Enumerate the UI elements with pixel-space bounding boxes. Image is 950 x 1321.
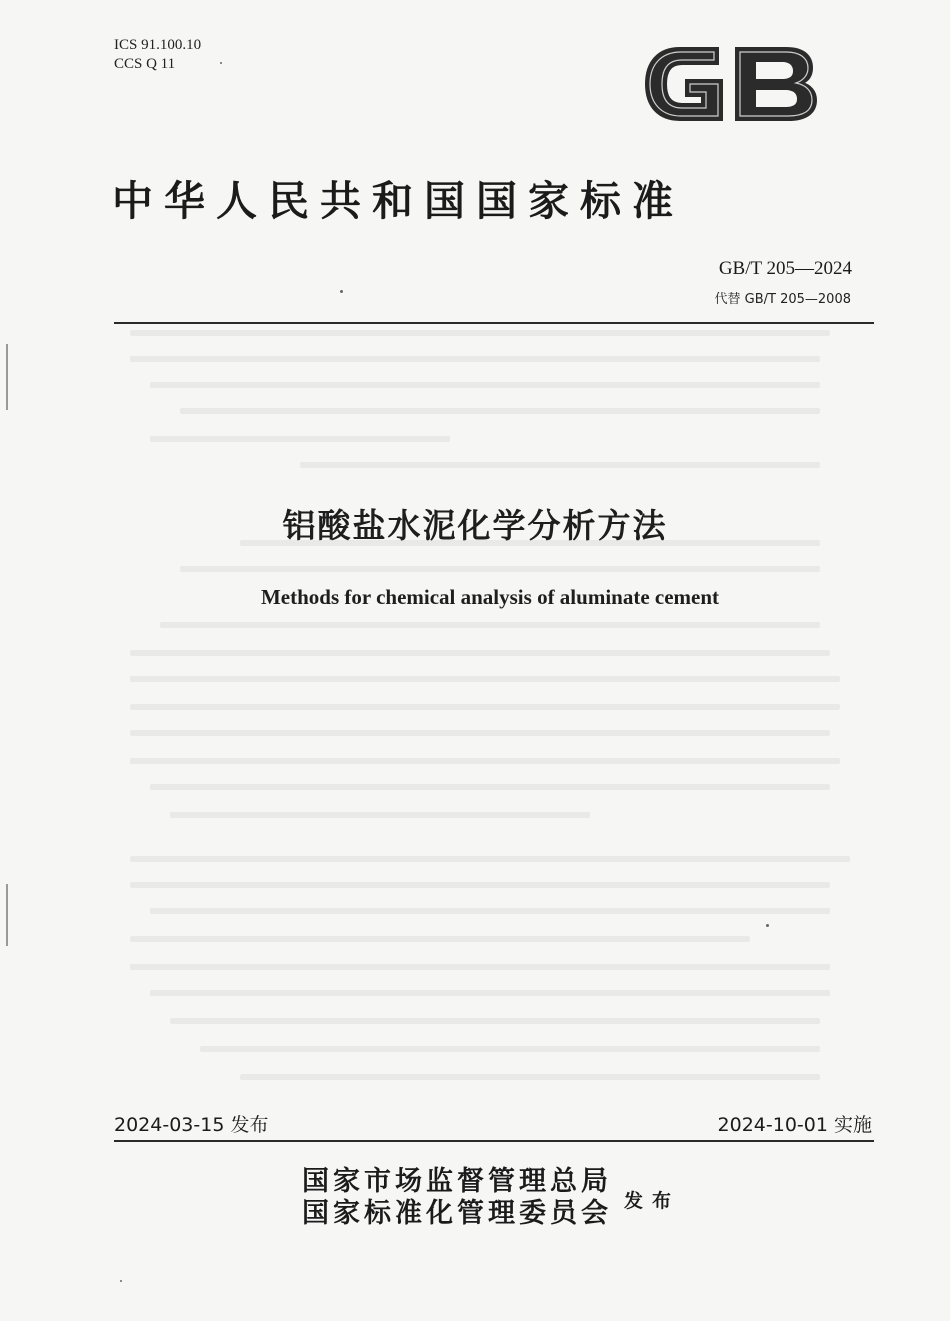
issue-date: 2024-03-15 发布 bbox=[114, 1114, 269, 1136]
national-standard-heading: 中华人民共和国国家标准 bbox=[112, 177, 684, 225]
issuing-authorities bbox=[302, 1166, 612, 1230]
scan-speck bbox=[766, 924, 769, 927]
issuer-sac: 国家标准化管理委员会 bbox=[302, 1198, 612, 1229]
issuer-samr: 国家市场监督管理总局 bbox=[302, 1166, 612, 1197]
ics-code: ICS 91.100.10 bbox=[114, 37, 202, 53]
scan-margin-mark-top bbox=[6, 344, 8, 410]
implementation-date: 2024-10-01 实施 bbox=[717, 1114, 872, 1136]
document-title-chinese: 铝酸盐水泥化学分析方法 bbox=[282, 506, 668, 545]
scan-speck bbox=[220, 62, 222, 64]
ccs-code: CCS Q 11 bbox=[114, 56, 176, 72]
replaced-standard: 代替 GB/T 205—2008 bbox=[714, 292, 851, 307]
gb-logo bbox=[640, 40, 820, 128]
standard-number: GB/T 205—2024 bbox=[718, 258, 852, 279]
header-divider bbox=[114, 322, 874, 324]
document-title-english: Methods for chemical analysis of aluminate cement bbox=[260, 585, 720, 609]
scan-speck bbox=[120, 1280, 122, 1282]
gb-logo-icon bbox=[640, 40, 820, 128]
scan-speck bbox=[340, 290, 343, 293]
scan-margin-mark-bottom bbox=[6, 884, 8, 946]
footer-divider bbox=[114, 1140, 874, 1142]
classification-codes bbox=[114, 36, 201, 74]
publish-label: 发布 bbox=[624, 1190, 681, 1212]
